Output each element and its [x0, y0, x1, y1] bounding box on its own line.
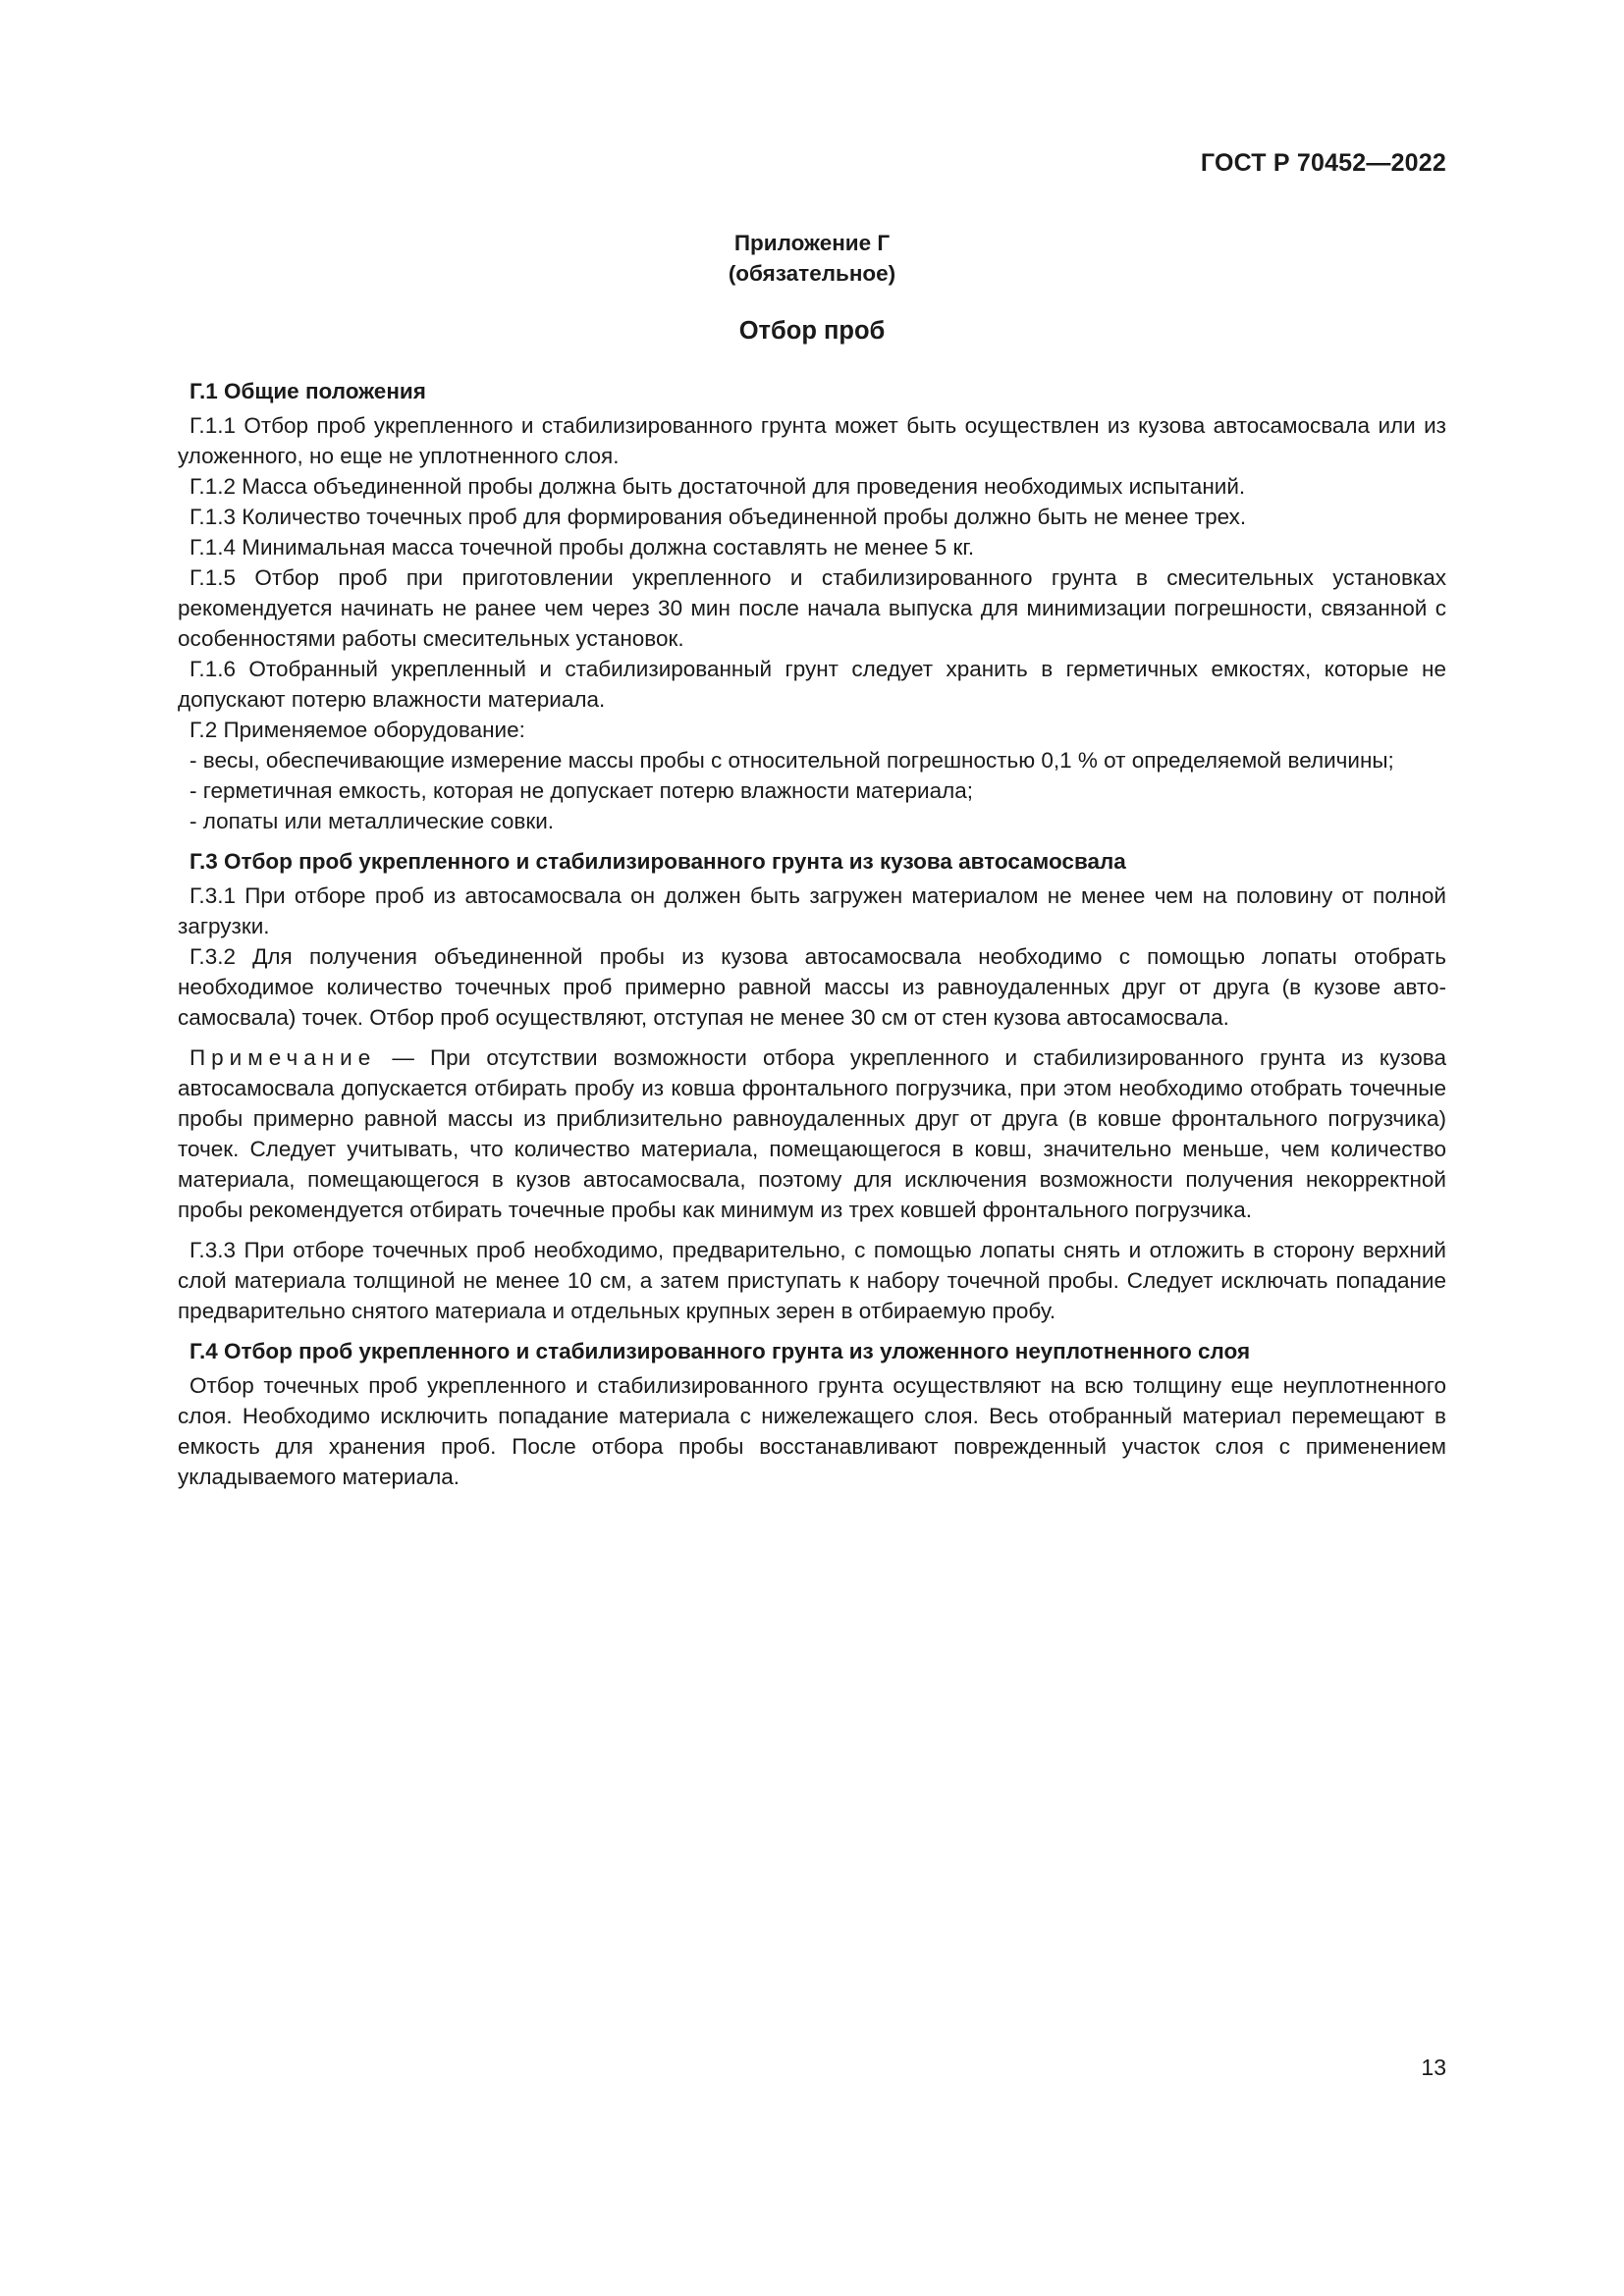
paragraph-g1-1: Г.1.1 Отбор проб укрепленного и стабилизированного грунта может быть осуществлен из кузова автосамосвала или из уложенного, но еще не уплотненного слоя.	[178, 413, 1446, 468]
paragraph-g1-2: Г.1.2 Масса объединенной пробы должна быть достаточной для проведения необходимых испытаний.	[189, 474, 1246, 499]
appendix-heading	[178, 228, 1446, 289]
paragraph-g1-4: Г.1.4 Минимальная масса точечной пробы должна составлять не менее 5 кг.	[189, 535, 975, 560]
list-item-g2-2: - герметичная емкость, которая не допускает потерю влажности материала;	[189, 778, 974, 803]
paragraph-g4-1: Отбор точечных проб укрепленного и стабилизированного грунта осуществляют на всю толщину еще неуплотненного слоя. Необходимо исключить попадание материала с нижележащего слоя. Весь отобранный материал перемещают в емкость для хранения проб. После отбора пробы восстанавливают поврежденный участок слоя с применением укладываемого материала.	[178, 1373, 1446, 1489]
paragraph-g1-5: Г.1.5 Отбор проб при приготовлении укрепленного и стабилизированного грунта в смесительных установках рекомендуется начинать не ранее чем через 30 мин после начала выпуска для минимизации погрешности, связанной с особенностями работы смесительных установок.	[178, 565, 1446, 651]
note-text: — При отсутствии возможности отбора укрепленного и стабилизированного грунта из кузова автосамосвала допускается отбирать пробу из ковша фронтального погрузчика, при этом необходимо отобрать точечные пробы примерно равной массы из приблизительно равноудаленных друг от друга (в ковше фронтального погрузчика) точек. Следует учитывать, что количество материала, помещающегося в ковш, значительно меньше, чем количество материала, помещающегося в кузов автосамосвала, поэтому для исключения возможности получения некорректной пробы рекомендуется отбирать точечные пробы как минимум из трех ковшей фронтального погрузчика.	[178, 1045, 1446, 1222]
paragraph-g3-2: Г.3.2 Для получения объединенной пробы из кузова автосамосвала необходимо с помощью лопаты отобрать необходимое количество точечных проб примерно равной массы из равноудаленных друг от друга (в кузове автосамосвала) точек. Отбор проб осуществляют, отступая не менее 30 см от стен кузова автосамосвала.	[178, 944, 1446, 1030]
paragraph-g3-3: Г.3.3 При отборе точечных проб необходимо, предварительно, с помощью лопаты снять и отложить в сторону верхний слой материала толщиной не менее 10 см, а затем приступать к набору точечной пробы. Следует исключать попадание предварительно снятого материала и отдельных крупных зерен в отбираемую пробу.	[178, 1238, 1446, 1323]
appendix-title-line1: Приложение Г	[733, 231, 891, 255]
section-g1-heading: Г.1 Общие положения	[189, 379, 426, 403]
paragraph-g1-3: Г.1.3 Количество точечных проб для формирования объединенной пробы должно быть не менее трех.	[189, 505, 1247, 529]
page-content	[178, 228, 1446, 1492]
document-code: ГОСТ Р 70452—2022	[1200, 149, 1446, 177]
note-label: Примечание	[189, 1045, 377, 1070]
paragraph-g2: Г.2 Применяемое оборудование:	[189, 718, 525, 742]
page-number: 13	[1421, 2055, 1446, 2080]
section-g4-heading: Г.4 Отбор проб укрепленного и стабилизированного грунта из уложенного неуплотненного слоя	[189, 1339, 1251, 1363]
list-item-g2-3: - лопаты или металлические совки.	[189, 809, 555, 833]
paragraph-g3-1: Г.3.1 При отборе проб из автосамосвала он должен быть загружен материалом не менее чем на половину от полной загрузки.	[178, 883, 1446, 938]
list-item-g2-1: - весы, обеспечивающие измерение массы пробы с относительной погрешностью 0,1 % от определяемой величины;	[189, 748, 1394, 773]
appendix-name: Отбор проб	[738, 317, 886, 345]
section-g3-heading: Г.3 Отбор проб укрепленного и стабилизированного грунта из кузова автосамосвала	[189, 849, 1126, 874]
note-paragraph	[178, 1042, 1446, 1225]
appendix-title-line2: (обязательное)	[728, 261, 896, 286]
paragraph-g1-6: Г.1.6 Отобранный укрепленный и стабилизированный грунт следует хранить в герметичных емкостях, которые не допускают потерю влажности материала.	[178, 657, 1446, 712]
